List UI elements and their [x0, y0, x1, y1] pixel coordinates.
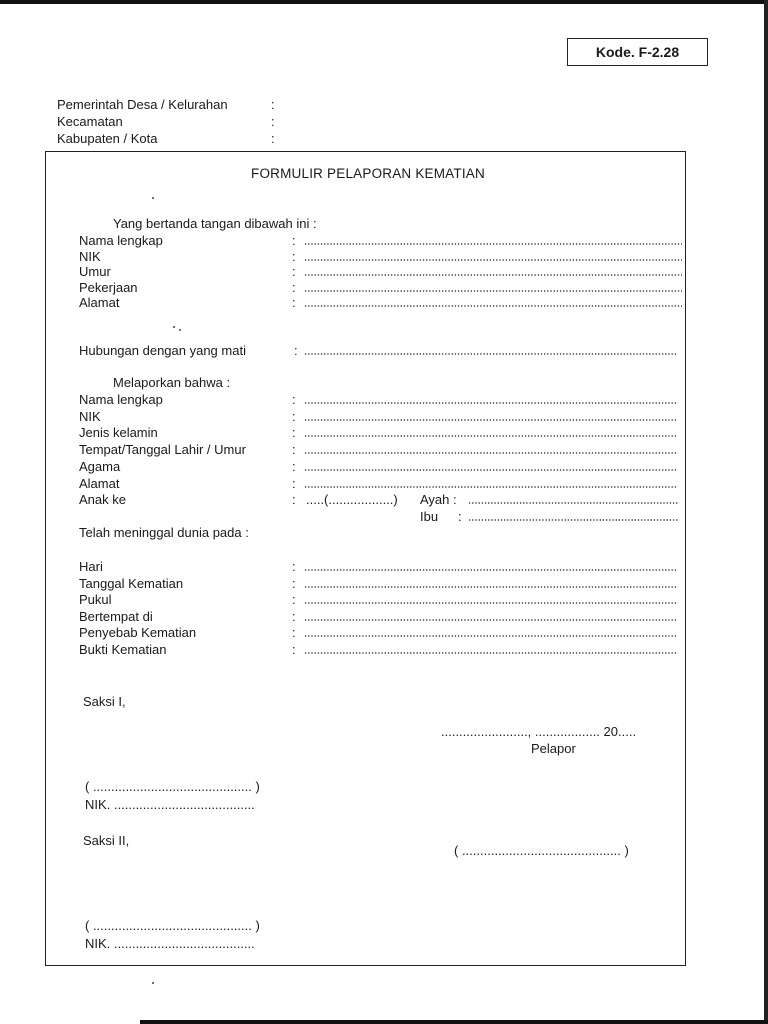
- field-colon: :: [292, 642, 296, 657]
- field-fill-line[interactable]: [304, 452, 678, 454]
- relation-label: Hubungan dengan yang mati: [79, 343, 246, 358]
- field-label: Anak ke: [79, 492, 126, 508]
- saksi-1-nik[interactable]: NIK. .......................................: [85, 797, 255, 812]
- saksi-2-nik[interactable]: NIK. .......................................: [85, 936, 255, 951]
- field-fill-line[interactable]: [304, 602, 678, 604]
- relation-fill-line[interactable]: [304, 353, 678, 355]
- field-fill-line[interactable]: [304, 259, 682, 261]
- saksi-2-signature-line[interactable]: ( ............................................ ): [85, 918, 260, 933]
- form-code-box: Kode. F-2.28: [567, 38, 708, 66]
- field-fill-line[interactable]: [304, 305, 682, 307]
- ibu-fill-line[interactable]: [468, 519, 678, 521]
- field-colon: :: [292, 233, 296, 248]
- field-fill-line[interactable]: [304, 243, 682, 245]
- field-colon: :: [292, 248, 296, 264]
- field-label: Tanggal Kematian: [79, 575, 184, 591]
- field-label: Pekerjaan: [79, 279, 138, 295]
- field-colon: :: [292, 608, 296, 624]
- header-desa-label: Pemerintah Desa / Kelurahan: [57, 97, 228, 112]
- field-colon: :: [292, 442, 296, 458]
- field-label: Alamat: [79, 295, 120, 311]
- header-kabupaten-label: Kabupaten / Kota: [57, 131, 158, 146]
- field-colon: :: [292, 575, 296, 591]
- death-intro: Telah meninggal dunia pada :: [79, 525, 249, 540]
- field-fill-line[interactable]: [304, 635, 678, 637]
- ayah-fill-line[interactable]: [468, 502, 678, 504]
- field-label: Nama lengkap: [79, 233, 163, 248]
- ibu-colon: :: [458, 509, 462, 524]
- field-fill-line[interactable]: [304, 435, 678, 437]
- field-label: Bukti Kematian: [79, 642, 167, 657]
- field-colon: :: [292, 458, 296, 474]
- field-label: Pukul: [79, 592, 112, 608]
- scan-speck: [179, 329, 181, 331]
- field-colon: :: [292, 492, 296, 508]
- scan-speck: [173, 326, 175, 328]
- field-fill-line[interactable]: [304, 586, 678, 588]
- saksi-1-label: Saksi I,: [83, 694, 126, 709]
- field-colon: :: [292, 392, 296, 407]
- scan-speck: [152, 197, 154, 199]
- ayah-label: Ayah :: [420, 492, 457, 507]
- field-fill-line[interactable]: [304, 619, 678, 621]
- form-title: FORMULIR PELAPORAN KEMATIAN: [251, 166, 485, 181]
- field-colon: :: [292, 408, 296, 424]
- field-colon: :: [292, 295, 296, 311]
- field-label: Penyebab Kematian: [79, 625, 197, 641]
- field-colon: :: [292, 592, 296, 608]
- field-fill-line[interactable]: [304, 569, 678, 571]
- field-label: Nama lengkap: [79, 392, 163, 407]
- field-colon: :: [292, 279, 296, 295]
- field-colon: :: [292, 264, 296, 280]
- field-fill-line[interactable]: [304, 402, 678, 404]
- field-label: Hari: [79, 559, 103, 574]
- scan-edge-right: [764, 0, 768, 1024]
- reporter-intro: Yang bertanda tangan dibawah ini :: [113, 216, 317, 231]
- field-label: Tempat/Tanggal Lahir / Umur: [79, 442, 246, 458]
- header-kabupaten-colon: :: [271, 131, 275, 146]
- field-fill-line[interactable]: [304, 469, 678, 471]
- field-colon: :: [292, 475, 296, 491]
- field-label: Agama: [79, 458, 121, 474]
- relation-colon: :: [294, 343, 298, 358]
- header-desa-colon: :: [271, 97, 275, 112]
- field-label: Alamat: [79, 475, 120, 491]
- anak-ke-value: .....(..................): [306, 492, 398, 507]
- deceased-intro: Melaporkan bahwa :: [113, 375, 231, 390]
- field-colon: :: [292, 425, 296, 441]
- header-kecamatan-colon: :: [271, 114, 275, 129]
- field-fill-line[interactable]: [304, 274, 682, 276]
- scan-edge-bottom: [140, 1020, 768, 1024]
- pelapor-label: Pelapor: [531, 741, 576, 756]
- field-colon: :: [292, 625, 296, 641]
- saksi-2-label: Saksi II,: [83, 833, 130, 848]
- field-label: Umur: [79, 264, 111, 280]
- field-fill-line[interactable]: [304, 419, 678, 421]
- scan-edge-top: [0, 0, 768, 4]
- field-fill-line[interactable]: [304, 486, 678, 488]
- header-kecamatan-label: Kecamatan: [57, 114, 123, 129]
- field-label: Bertempat di: [79, 608, 153, 624]
- field-label: Jenis kelamin: [79, 425, 158, 441]
- field-label: NIK: [79, 408, 101, 424]
- saksi-1-signature-line[interactable]: ( ............................................ ): [85, 779, 260, 794]
- date-line[interactable]: ........................, .................. 20.....: [441, 724, 637, 739]
- field-fill-line[interactable]: [304, 290, 682, 292]
- pelapor-signature-line[interactable]: ( ............................................ ): [454, 843, 629, 858]
- ibu-label: Ibu: [420, 509, 439, 524]
- field-fill-line[interactable]: [304, 652, 678, 654]
- field-colon: :: [292, 559, 296, 574]
- scan-speck: [152, 982, 154, 984]
- field-label: NIK: [79, 248, 101, 264]
